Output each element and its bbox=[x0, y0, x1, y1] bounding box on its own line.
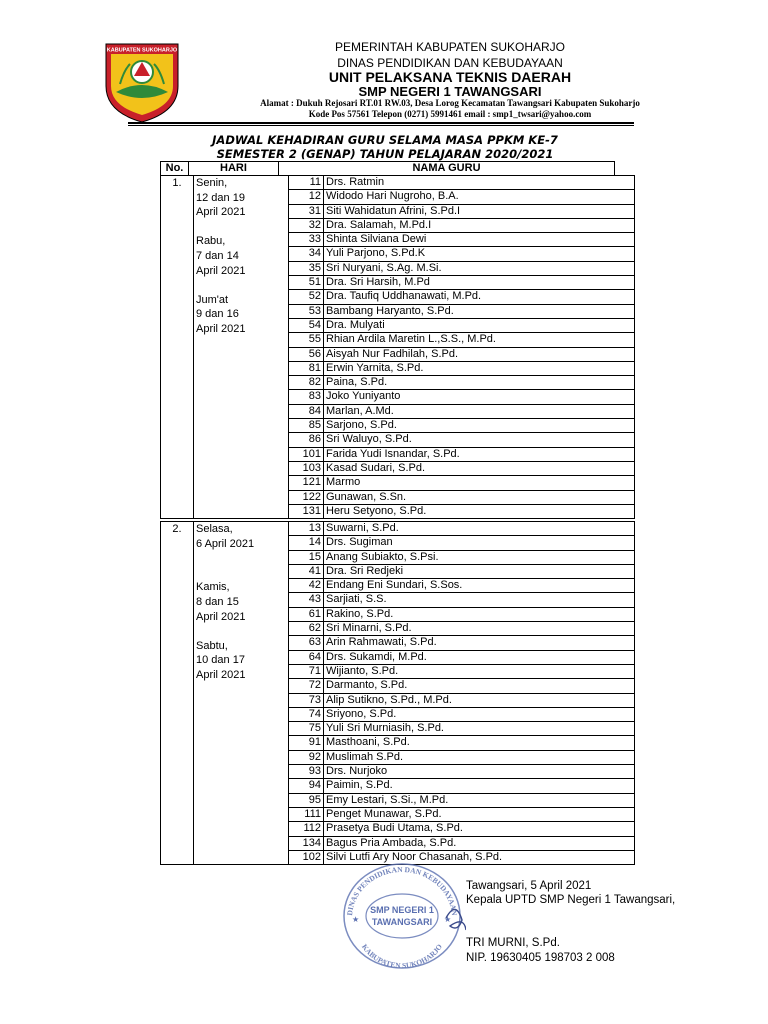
teacher-code: 14 bbox=[289, 536, 324, 550]
document-subtitle: SEMESTER 2 (GENAP) TAHUN PELAJARAN 2020/2021 bbox=[216, 147, 554, 161]
teacher-name: Widodo Hari Nugroho, B.A. bbox=[324, 190, 635, 204]
teacher-name: Drs. Sugiman bbox=[324, 536, 635, 550]
stamp-ring-bottom: KABUPATEN SUKOHARJO bbox=[359, 942, 445, 971]
teacher-name: Dra. Mulyati bbox=[324, 318, 635, 332]
letterhead-unit: UNIT PELAKSANA TEKNIS DAERAH bbox=[328, 69, 572, 85]
table-row bbox=[161, 522, 635, 536]
teacher-code: 111 bbox=[289, 807, 324, 821]
teacher-code: 35 bbox=[289, 261, 324, 275]
teacher-code: 13 bbox=[289, 522, 324, 536]
teacher-code: 83 bbox=[289, 390, 324, 404]
letterhead-school: SMP NEGERI 1 TAWANGSARI bbox=[358, 84, 542, 99]
teacher-name: Bambang Haryanto, S.Pd. bbox=[324, 304, 635, 318]
document-title: JADWAL KEHADIRAN GURU SELAMA MASA PPKM KE-7 bbox=[212, 133, 558, 147]
teacher-name: Drs. Ratmin bbox=[324, 176, 635, 190]
teacher-code: 62 bbox=[289, 622, 324, 636]
header-nama-guru: NAMA GURU bbox=[279, 162, 615, 176]
teacher-code: 121 bbox=[289, 476, 324, 490]
svg-text:★: ★ bbox=[352, 915, 360, 924]
teacher-name: Joko Yuniyanto bbox=[324, 390, 635, 404]
teacher-name: Dra. Taufiq Uddhanawati, M.Pd. bbox=[324, 290, 635, 304]
teacher-code: 91 bbox=[289, 736, 324, 750]
letterhead-contact: Kode Pos 57561 Telepon (0271) 5991461 email : smp1_twsari@yahoo.com bbox=[308, 109, 592, 119]
letterhead-divider bbox=[128, 122, 634, 124]
teacher-code: 81 bbox=[289, 361, 324, 375]
day-line: April 2021 bbox=[196, 322, 246, 335]
day-line: Rabu, bbox=[196, 235, 226, 248]
day-line: April 2021 bbox=[196, 610, 246, 623]
teacher-code: 72 bbox=[289, 679, 324, 693]
teacher-name: Sri Nuryani, S.Ag. M.Si. bbox=[324, 261, 635, 275]
table-row bbox=[161, 176, 635, 190]
letterhead-address: Alamat : Dukuh Rejosari RT.01 RW.03, Desa Lorog Kecamatan Tawangsari Kabupaten Sukoharjo bbox=[260, 98, 640, 108]
teacher-code: 61 bbox=[289, 607, 324, 621]
teacher-code: 33 bbox=[289, 233, 324, 247]
teacher-name: Alip Sutikno, S.Pd., M.Pd. bbox=[324, 693, 635, 707]
letterhead-divider-thin bbox=[128, 125, 634, 126]
teacher-code: 56 bbox=[289, 347, 324, 361]
group-days bbox=[194, 522, 289, 865]
teacher-code: 52 bbox=[289, 290, 324, 304]
group-number: 1. bbox=[161, 176, 194, 519]
teacher-code: 32 bbox=[289, 218, 324, 232]
teacher-name: Marlan, A.Md. bbox=[324, 404, 635, 418]
svg-text:KABUPATEN SUKOHARJO: KABUPATEN SUKOHARJO bbox=[106, 47, 178, 54]
header-hari: HARI bbox=[189, 162, 279, 176]
teacher-name: Penget Munawar, S.Pd. bbox=[324, 807, 635, 821]
teacher-name: Dra. Sri Redjeki bbox=[324, 564, 635, 578]
teacher-code: 102 bbox=[289, 850, 324, 864]
teacher-name: Marmo bbox=[324, 476, 635, 490]
teacher-code: 92 bbox=[289, 750, 324, 764]
teacher-code: 75 bbox=[289, 722, 324, 736]
teacher-code: 31 bbox=[289, 204, 324, 218]
teacher-code: 131 bbox=[289, 504, 324, 518]
day-line: 12 dan 19 bbox=[196, 191, 245, 204]
teacher-code: 15 bbox=[289, 550, 324, 564]
teacher-name: Erwin Yarnita, S.Pd. bbox=[324, 361, 635, 375]
teacher-name: Sarjono, S.Pd. bbox=[324, 419, 635, 433]
day-line bbox=[196, 278, 286, 293]
teacher-code: 112 bbox=[289, 822, 324, 836]
teacher-name: Sarjiati, S.S. bbox=[324, 593, 635, 607]
svg-text:★: ★ bbox=[444, 915, 452, 924]
group-number: 2. bbox=[161, 522, 194, 865]
teacher-code: 95 bbox=[289, 793, 324, 807]
teacher-code: 103 bbox=[289, 461, 324, 475]
teacher-name: Endang Eni Sundari, S.Sos. bbox=[324, 579, 635, 593]
teacher-name: Heru Setyono, S.Pd. bbox=[324, 504, 635, 518]
day-line: 6 April 2021 bbox=[196, 537, 255, 550]
teacher-code: 71 bbox=[289, 664, 324, 678]
day-line: 9 dan 16 bbox=[196, 308, 239, 321]
teacher-name: Silvi Lutfi Ary Noor Chasanah, S.Pd. bbox=[324, 850, 635, 864]
stamp-ring-top: DINAS PENDIDIKAN DAN KEBUDAYAAN bbox=[345, 864, 459, 917]
teacher-name: Sri Waluyo, S.Pd. bbox=[324, 433, 635, 447]
teacher-code: 34 bbox=[289, 247, 324, 261]
sukoharjo-logo bbox=[100, 40, 184, 124]
teacher-name: Sri Minarni, S.Pd. bbox=[324, 622, 635, 636]
schedule-group-2 bbox=[160, 521, 635, 865]
teacher-code: 55 bbox=[289, 333, 324, 347]
teacher-code: 63 bbox=[289, 636, 324, 650]
teacher-code: 86 bbox=[289, 433, 324, 447]
teacher-code: 93 bbox=[289, 765, 324, 779]
teacher-name: Paimin, S.Pd. bbox=[324, 779, 635, 793]
teacher-name: Kasad Sudari, S.Pd. bbox=[324, 461, 635, 475]
teacher-name: Masthoani, S.Pd. bbox=[324, 736, 635, 750]
teacher-name: Suwarni, S.Pd. bbox=[324, 522, 635, 536]
teacher-name: Bagus Pria Ambada, S.Pd. bbox=[324, 836, 635, 850]
day-line bbox=[196, 220, 286, 235]
teacher-code: 74 bbox=[289, 707, 324, 721]
stamp-center-line1: SMP NEGERI 1 bbox=[370, 905, 434, 915]
teacher-code: 122 bbox=[289, 490, 324, 504]
teacher-name: Yuli Parjono, S.Pd.K bbox=[324, 247, 635, 261]
teacher-code: 54 bbox=[289, 318, 324, 332]
schedule-table-header bbox=[160, 161, 615, 176]
signature-name: TRI MURNI, S.Pd. bbox=[466, 937, 560, 949]
teacher-name: Emy Lestari, S.Si., M.Pd. bbox=[324, 793, 635, 807]
stamp-center-line2: TAWANGSARI bbox=[371, 917, 433, 927]
signature-nip: NIP. 19630405 198703 2 008 bbox=[466, 952, 615, 964]
teacher-code: 42 bbox=[289, 579, 324, 593]
signature-place-date: Tawangsari, 5 April 2021 bbox=[466, 880, 592, 892]
teacher-name: Wijianto, S.Pd. bbox=[324, 664, 635, 678]
teacher-code: 53 bbox=[289, 304, 324, 318]
teacher-name: Drs. Sukamdi, M.Pd. bbox=[324, 650, 635, 664]
schedule-group-1 bbox=[160, 175, 635, 519]
svg-text:KABUPATEN SUKOHARJO bbox=[360, 942, 444, 970]
teacher-name: Rhian Ardila Maretin L.,S.S., M.Pd. bbox=[324, 333, 635, 347]
day-line: Sabtu, bbox=[196, 639, 228, 652]
day-line: Senin, bbox=[196, 177, 228, 189]
letterhead-department: DINAS PENDIDIKAN DAN KEBUDAYAAN bbox=[337, 56, 563, 70]
teacher-name: Shinta Silviana Dewi bbox=[324, 233, 635, 247]
teacher-name: Siti Wahidatun Afrini, S.Pd.I bbox=[324, 204, 635, 218]
day-line: 8 dan 15 bbox=[196, 595, 239, 608]
day-line: April 2021 bbox=[196, 668, 246, 681]
teacher-name: Sriyono, S.Pd. bbox=[324, 707, 635, 721]
teacher-name: Prasetya Budi Utama, S.Pd. bbox=[324, 822, 635, 836]
teacher-code: 134 bbox=[289, 836, 324, 850]
teacher-code: 12 bbox=[289, 190, 324, 204]
day-line bbox=[196, 624, 286, 639]
teacher-code: 11 bbox=[289, 176, 324, 190]
teacher-code: 94 bbox=[289, 779, 324, 793]
teacher-code: 85 bbox=[289, 419, 324, 433]
teacher-name: Dra. Sri Harsih, M.Pd bbox=[324, 276, 635, 290]
day-line: 7 dan 14 bbox=[196, 249, 239, 262]
teacher-name: Dra. Salamah, M.Pd.I bbox=[324, 218, 635, 232]
letterhead-government: PEMERINTAH KABUPATEN SUKOHARJO bbox=[334, 40, 566, 54]
day-line: April 2021 bbox=[196, 206, 246, 219]
day-line bbox=[196, 551, 286, 566]
group-days bbox=[194, 176, 289, 519]
day-line bbox=[196, 566, 286, 581]
day-line: April 2021 bbox=[196, 264, 246, 277]
school-stamp bbox=[338, 860, 466, 972]
day-line: Jum'at bbox=[196, 293, 229, 306]
teacher-code: 73 bbox=[289, 693, 324, 707]
teacher-code: 43 bbox=[289, 593, 324, 607]
day-line: 10 dan 17 bbox=[196, 654, 245, 667]
teacher-code: 41 bbox=[289, 564, 324, 578]
day-line: Selasa, bbox=[196, 523, 233, 535]
teacher-name: Rakino, S.Pd. bbox=[324, 607, 635, 621]
teacher-name: Gunawan, S.Sn. bbox=[324, 490, 635, 504]
day-line: Kamis, bbox=[196, 581, 230, 594]
teacher-code: 82 bbox=[289, 376, 324, 390]
teacher-code: 51 bbox=[289, 276, 324, 290]
teacher-name: Drs. Nurjoko bbox=[324, 765, 635, 779]
teacher-name: Farida Yudi Isnandar, S.Pd. bbox=[324, 447, 635, 461]
teacher-name: Aisyah Nur Fadhilah, S.Pd. bbox=[324, 347, 635, 361]
signature-position: Kepala UPTD SMP Negeri 1 Tawangsari, bbox=[466, 894, 676, 906]
teacher-name: Darmanto, S.Pd. bbox=[324, 679, 635, 693]
teacher-name: Anang Subiakto, S.Psi. bbox=[324, 550, 635, 564]
teacher-code: 101 bbox=[289, 447, 324, 461]
teacher-name: Muslimah S.Pd. bbox=[324, 750, 635, 764]
header-no: No. bbox=[161, 162, 189, 176]
teacher-code: 64 bbox=[289, 650, 324, 664]
teacher-code: 84 bbox=[289, 404, 324, 418]
teacher-name: Yuli Sri Murniasih, S.Pd. bbox=[324, 722, 635, 736]
teacher-name: Paina, S.Pd. bbox=[324, 376, 635, 390]
teacher-name: Arin Rahmawati, S.Pd. bbox=[324, 636, 635, 650]
